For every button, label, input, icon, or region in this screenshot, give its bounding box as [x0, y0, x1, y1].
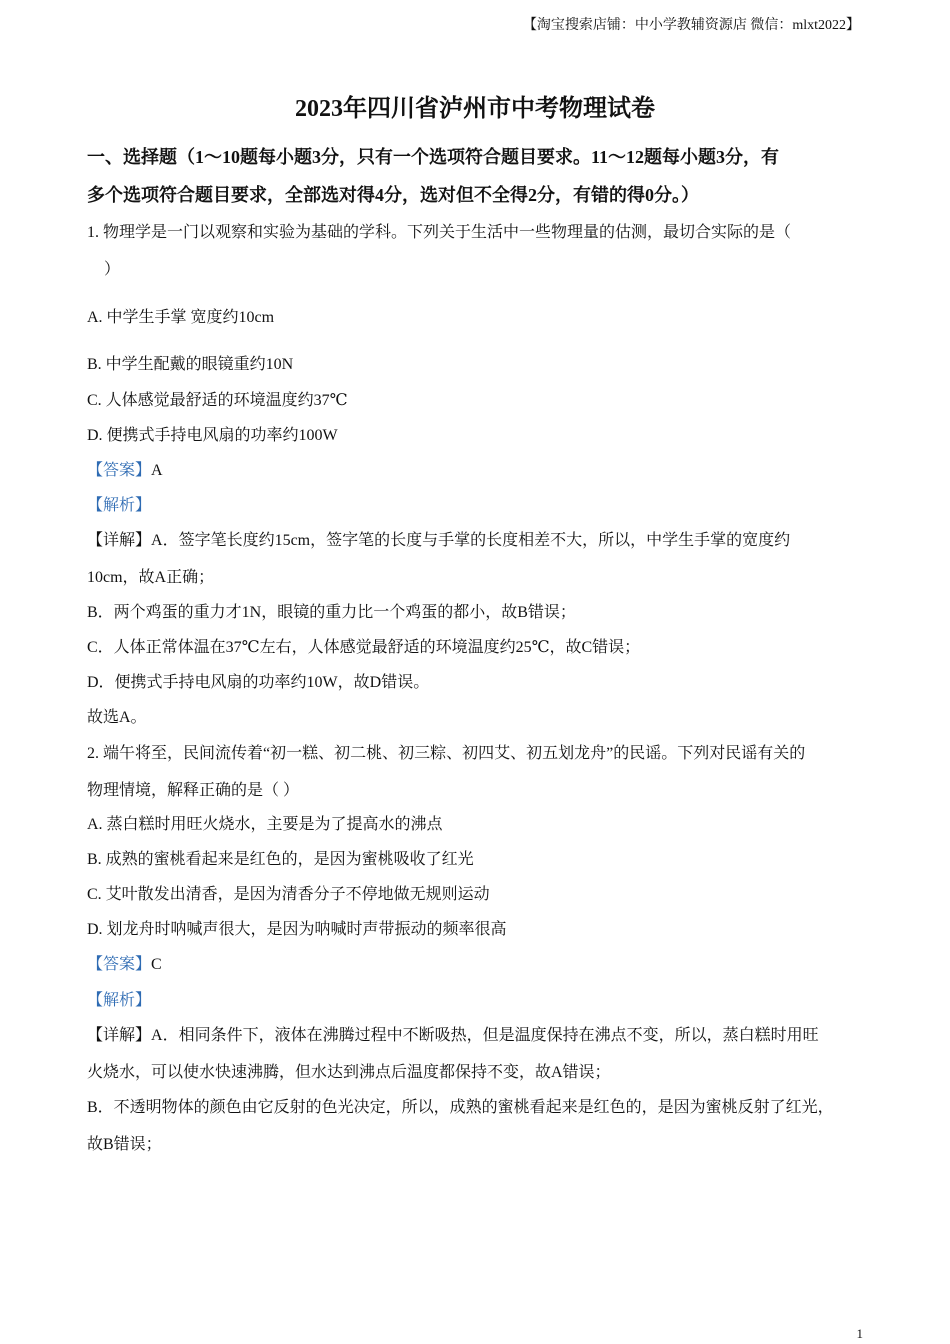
- q2-option-b: B. 成熟的蜜桃看起来是红色的，是因为蜜桃吸收了红光: [87, 851, 474, 868]
- section-heading-line-1: 一、选择题（1～10题每小题3分，只有一个选项符合题目要求。11～12题每小题3分，有: [87, 147, 780, 167]
- answer-value: A: [151, 462, 163, 479]
- q1-option-a: A. 中学生手掌 宽度约10cm: [87, 309, 275, 326]
- q2-analysis-tag: 【解析】: [87, 992, 152, 1009]
- q1-detail-b: B．两个鸡蛋的重力才1N，眼镜的重力比一个鸡蛋的都小，故B错误；: [87, 604, 576, 621]
- q1-analysis-tag: 【解析】: [87, 497, 152, 514]
- q2-detail-a-line-2: 火烧水，可以使水快速沸腾，但水达到沸点后温度都保持不变，故A错误；: [87, 1064, 611, 1081]
- page-number: 1: [856, 1326, 863, 1341]
- detail-text: A．签字笔长度约15cm，签字笔的长度与手掌的长度相差不大，所以，中学生手掌的宽度约: [151, 532, 791, 549]
- q1-answer: [87, 457, 163, 480]
- section-heading: [87, 138, 862, 214]
- answer-tag: 【答案】: [87, 956, 152, 973]
- detail-tag: 【详解】: [87, 1027, 152, 1044]
- q2-stem-line-2: 物理情境，解释正确的是（ ）: [87, 782, 300, 799]
- q1-detail-c: C．人体正常体温在37℃左右，人体感觉最舒适的环境温度约25℃，故C错误；: [87, 639, 641, 656]
- q1-detail-d: D．便携式手持电风扇的功率约10W，故D错误。: [87, 674, 430, 691]
- q1-option-b: B. 中学生配戴的眼镜重约10N: [87, 356, 294, 373]
- q2-option-c: C. 艾叶散发出清香，是因为清香分子不停地做无规则运动: [87, 886, 490, 903]
- detail-text: A．相同条件下，液体在沸腾过程中不断吸热，但是温度保持在沸点不变，所以，蒸白糕时用旺: [151, 1027, 819, 1044]
- q1-stem-line-1: 1. 物理学是一门以观察和实验为基础的学科。下列关于生活中一些物理量的估测，最切合实际的是（: [87, 224, 792, 241]
- q1-detail-a-line-2: 10cm，故A正确；: [87, 569, 215, 586]
- q2-option-d: D. 划龙舟时呐喊声很大，是因为呐喊时声带振动的频率很高: [87, 921, 507, 938]
- q1-detail-a-line-1: [87, 527, 790, 550]
- q2-detail-b-line-1: B．不透明物体的颜色由它反射的色光决定，所以，成熟的蜜桃看起来是红色的，是因为蜜桃反射了红光，: [87, 1099, 834, 1116]
- q2-detail-b-line-2: 故B错误；: [87, 1136, 162, 1153]
- answer-tag: 【答案】: [87, 462, 152, 479]
- page-title: 2023年四川省泸州市中考物理试卷: [295, 96, 655, 122]
- q2-stem-line-1: 2. 端午将至，民间流传着“初一糕、初二桃、初三粽、初四艾、初五划龙舟”的民谣。下列对民谣有关的: [87, 745, 806, 762]
- q2-detail-a-line-1: [87, 1022, 819, 1045]
- q1-conclusion: 故选A。: [87, 709, 147, 726]
- header-note: 【淘宝搜索店铺：中小学教辅资源店 微信：mlxt2022】: [522, 18, 860, 33]
- q2-answer: [87, 951, 162, 974]
- q1-option-d: D. 便携式手持电风扇的功率约100W: [87, 427, 338, 444]
- detail-tag: 【详解】: [87, 532, 152, 549]
- answer-value: C: [151, 956, 162, 973]
- q2-option-a: A. 蒸白糕时用旺火烧水，主要是为了提高水的沸点: [87, 816, 443, 833]
- q1-stem-line-2: ）: [104, 261, 121, 278]
- section-heading-line-2: 多个选项符合题目要求，全部选对得4分，选对但不全得2分，有错的得0分。）: [87, 185, 699, 205]
- q1-option-c: C. 人体感觉最舒适的环境温度约37℃: [87, 392, 348, 409]
